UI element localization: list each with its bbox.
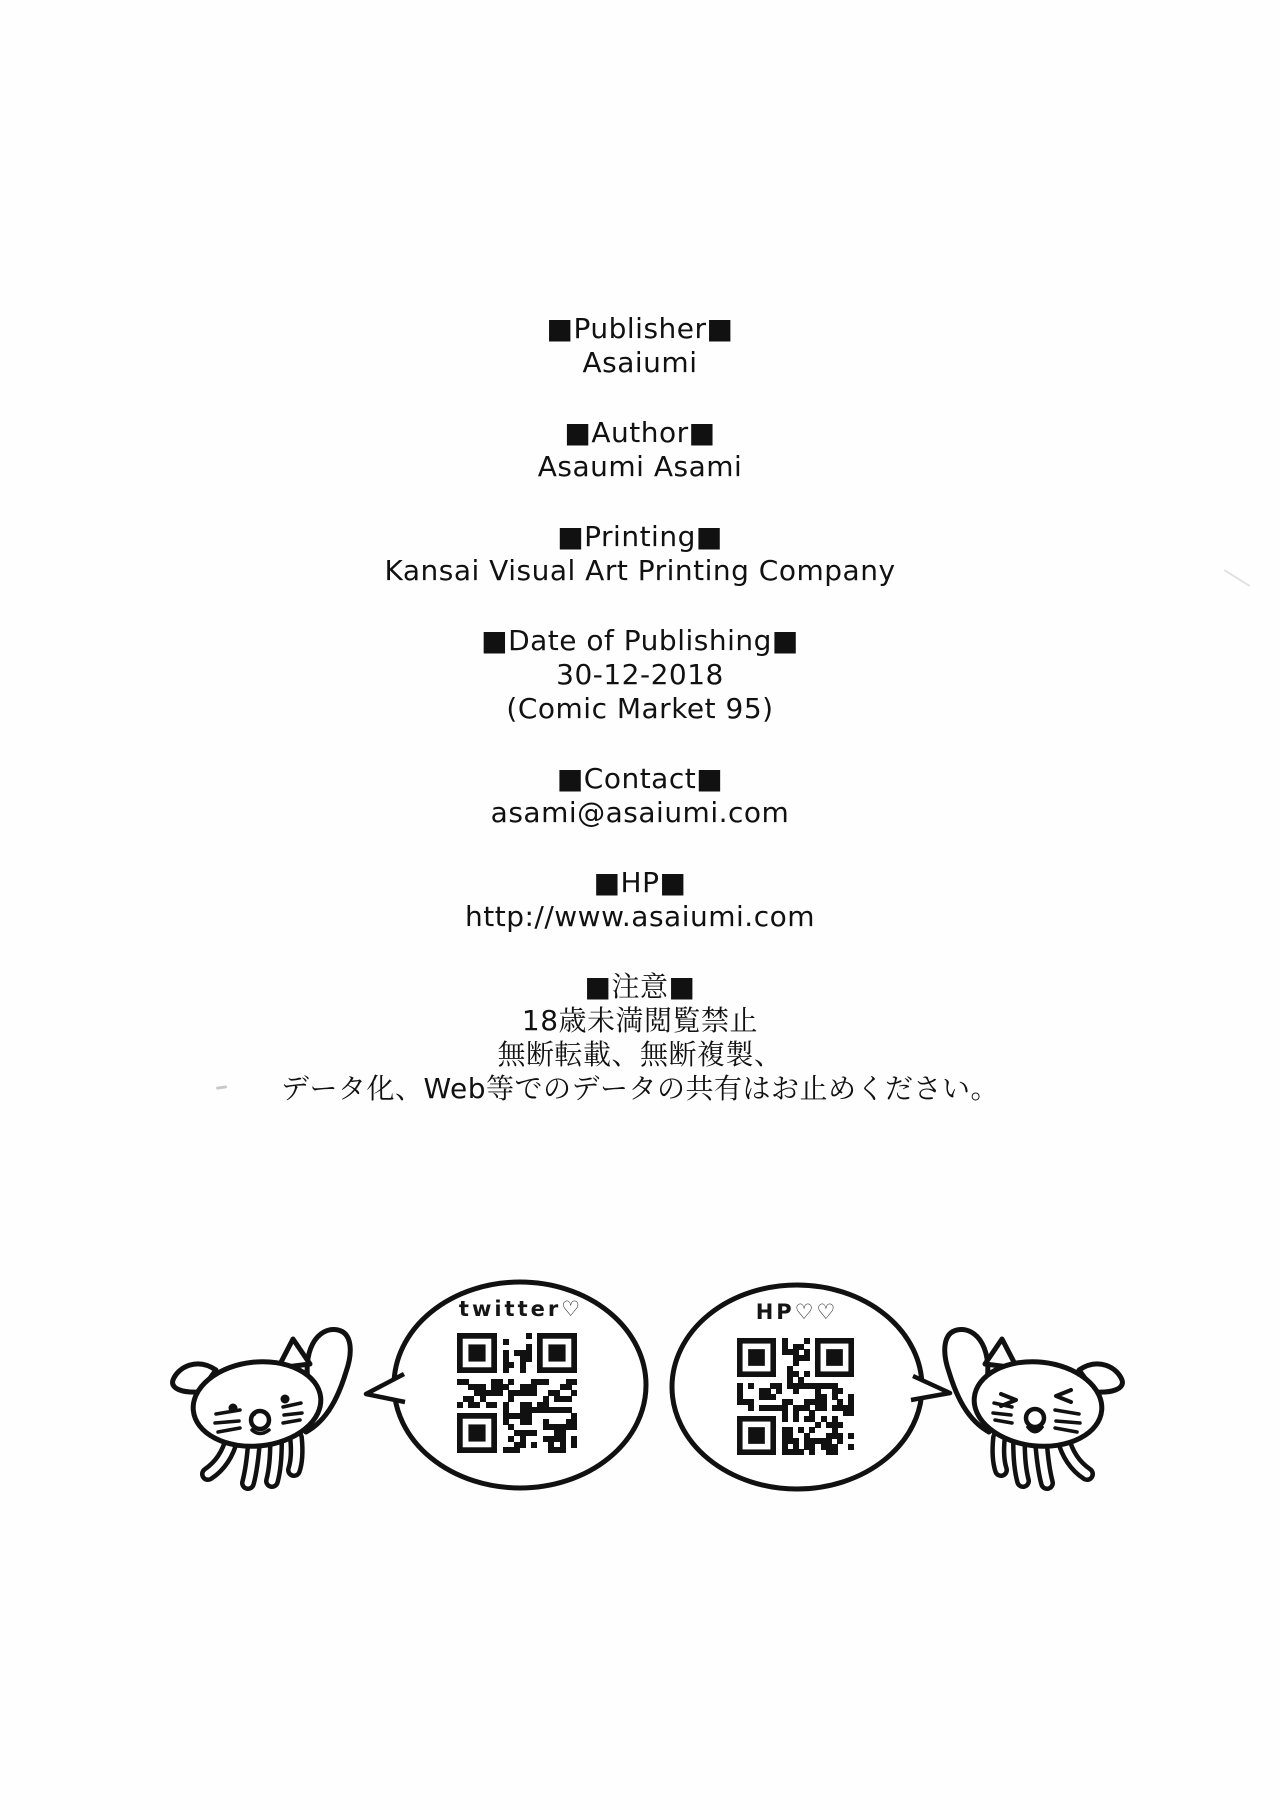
section-line: Asaumi Asami [537,450,743,483]
section-line: 30-12-2018 [556,658,724,691]
section-line: Kansai Visual Art Printing Company [384,554,896,587]
section-heading: ■Contact■ [556,762,724,795]
section-line: (Comic Market 95) [506,692,774,725]
hp-qr-code-icon [737,1338,854,1455]
section-line: 18歳未満閲覧禁止 [521,1004,759,1037]
section-heading: ■Date of Publishing■ [481,624,799,657]
section-heading: ■注意■ [584,970,696,1003]
hp-bubble-label: HP♡♡ [755,1300,839,1324]
section-heading: ■Author■ [564,416,716,449]
section-line: Asaiumi [582,346,698,379]
cat-squid-mascot-left [173,1330,351,1483]
cat-squid-mascot-right [945,1330,1123,1483]
section-line: http://www.asaiumi.com [465,900,815,933]
twitter-qr-code-icon [457,1333,577,1453]
section-heading: ■HP■ [593,866,687,899]
section-line: 無断転載、無断複製、 [497,1038,783,1071]
section-line: データ化、Web等でのデータの共有はお止めください。 [280,1072,1000,1105]
section-heading: ■Publisher■ [546,312,734,345]
twitter-bubble-label: twitter♡ [458,1297,584,1321]
section-heading: ■Printing■ [557,520,723,553]
section-line: asami@asaiumi.com [490,796,790,829]
